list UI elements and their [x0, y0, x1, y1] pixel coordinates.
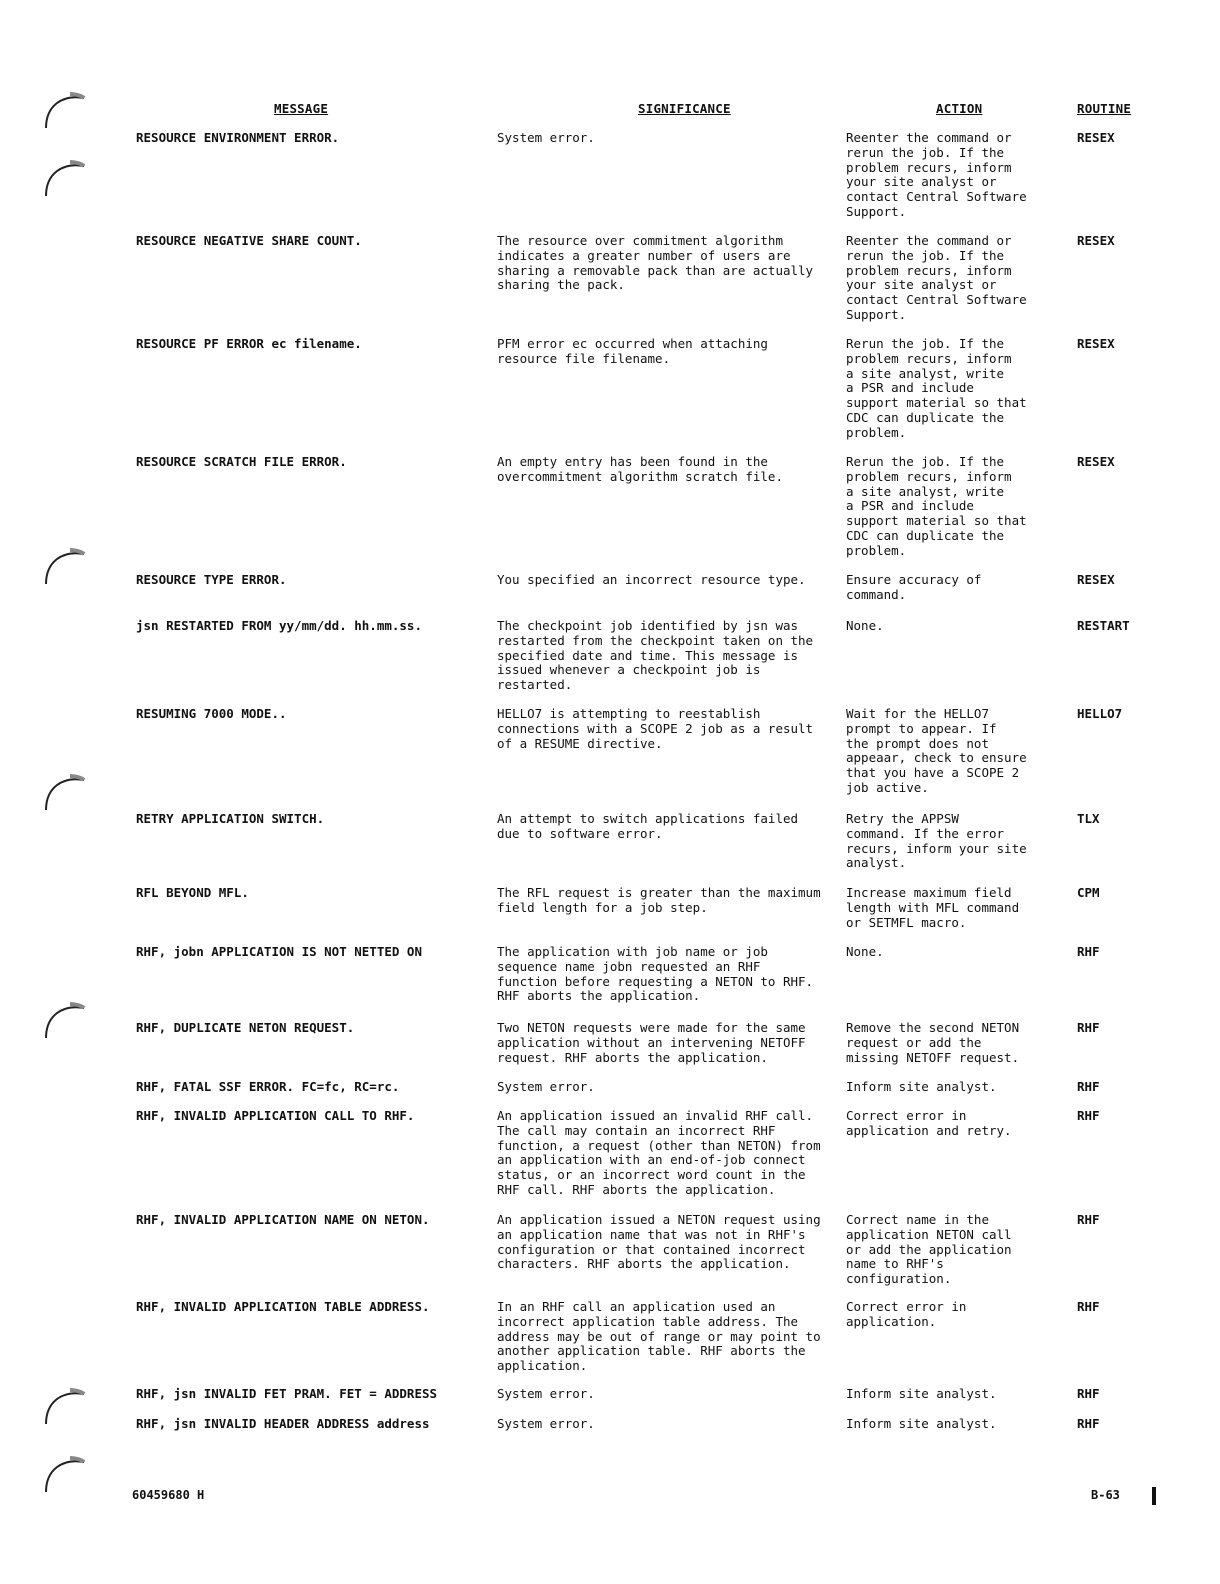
- column-header-message: MESSAGE: [274, 101, 329, 116]
- significance-cell: System error.: [497, 1079, 595, 1094]
- action-cell: None.: [846, 944, 884, 959]
- message-cell: RHF, INVALID APPLICATION CALL TO RHF.: [136, 1108, 415, 1123]
- routine-cell: RHF: [1077, 1108, 1100, 1123]
- routine-cell: RHF: [1077, 1020, 1100, 1035]
- significance-cell: An application issued an invalid RHF call. The call may contain an incorrect RHF function, a request (other than NETON) from an application with an end-of-job connect status, or an incorrect word count in the RHF call. RHF aborts the application.: [497, 1108, 821, 1197]
- significance-cell: Two NETON requests were made for the same application without an intervening NETOFF request. RHF aborts the application.: [497, 1020, 806, 1065]
- routine-cell: RHF: [1077, 944, 1100, 959]
- message-cell: RHF, INVALID APPLICATION NAME ON NETON.: [136, 1212, 430, 1227]
- document-number: 60459680 H: [132, 1488, 205, 1502]
- punch-hole-icon: [40, 770, 88, 818]
- routine-cell: CPM: [1077, 885, 1100, 900]
- action-cell: Correct error in application.: [846, 1299, 967, 1329]
- routine-cell: RESEX: [1077, 572, 1115, 587]
- action-cell: Reenter the command or rerun the job. If the problem recurs, inform your site analyst or contact Central Software Support.: [846, 233, 1027, 322]
- action-cell: Rerun the job. If the problem recurs, inform a site analyst, write a PSR and include support material so that CDC can duplicate the problem.: [846, 454, 1027, 558]
- punch-hole-icon: [40, 156, 88, 204]
- action-cell: Increase maximum field length with MFL command or SETMFL macro.: [846, 885, 1020, 930]
- punch-hole-icon: [40, 544, 88, 592]
- routine-cell: TLX: [1077, 811, 1100, 826]
- action-cell: Inform site analyst.: [846, 1386, 997, 1401]
- action-cell: Inform site analyst.: [846, 1416, 997, 1431]
- significance-cell: The RFL request is greater than the maximum field length for a job step.: [497, 885, 821, 915]
- routine-cell: RESEX: [1077, 454, 1115, 469]
- significance-cell: An attempt to switch applications failed due to software error.: [497, 811, 799, 841]
- action-cell: Inform site analyst.: [846, 1079, 997, 1094]
- action-cell: Ensure accuracy of command.: [846, 572, 982, 602]
- message-cell: RESOURCE TYPE ERROR.: [136, 572, 287, 587]
- message-cell: RESOURCE PF ERROR ec filename.: [136, 336, 362, 351]
- message-cell: RHF, jsn INVALID HEADER ADDRESS address: [136, 1416, 430, 1431]
- routine-cell: RESEX: [1077, 233, 1115, 248]
- message-cell: RHF, INVALID APPLICATION TABLE ADDRESS.: [136, 1299, 430, 1314]
- message-cell: RHF, FATAL SSF ERROR. FC=fc, RC=rc.: [136, 1079, 400, 1094]
- routine-cell: RHF: [1077, 1079, 1100, 1094]
- punch-hole-icon: [40, 88, 88, 136]
- significance-cell: An empty entry has been found in the overcommitment algorithm scratch file.: [497, 454, 783, 484]
- message-cell: RHF, jsn INVALID FET PRAM. FET = ADDRESS: [136, 1386, 438, 1401]
- page-number: B-63: [1091, 1488, 1120, 1502]
- action-cell: None.: [846, 618, 884, 633]
- column-header-action: ACTION: [936, 101, 983, 116]
- significance-cell: HELLO7 is attempting to reestablish connections with a SCOPE 2 job as a result of a RESUME directive.: [497, 706, 814, 751]
- message-cell: RETRY APPLICATION SWITCH.: [136, 811, 325, 826]
- message-cell: RESOURCE ENVIRONMENT ERROR.: [136, 130, 340, 145]
- action-cell: Rerun the job. If the problem recurs, inform a site analyst, write a PSR and include support material so that CDC can duplicate the problem.: [846, 336, 1027, 440]
- significance-cell: In an RHF call an application used an incorrect application table address. The address may be out of range or may point to another application table. RHF aborts the application.: [497, 1299, 821, 1374]
- punch-hole-icon: [40, 1384, 88, 1432]
- message-cell: RHF, DUPLICATE NETON REQUEST.: [136, 1020, 355, 1035]
- routine-cell: RHF: [1077, 1416, 1100, 1431]
- significance-cell: You specified an incorrect resource type.: [497, 572, 806, 587]
- column-header-routine: ROUTINE: [1077, 101, 1132, 116]
- action-cell: Correct name in the application NETON call or add the application name to RHF's configuration.: [846, 1212, 1012, 1287]
- routine-cell: HELLO7: [1077, 706, 1123, 721]
- routine-cell: RESEX: [1077, 130, 1115, 145]
- significance-cell: The checkpoint job identified by jsn was restarted from the checkpoint taken on the specified date and time. This message is issued whenever a checkpoint job is restarted.: [497, 618, 814, 693]
- message-cell: RHF, jobn APPLICATION IS NOT NETTED ON: [136, 944, 422, 959]
- punch-hole-icon: [40, 1452, 88, 1500]
- significance-cell: An application issued a NETON request using an application name that was not in RHF's configuration or that contained incorrect characters. RHF aborts the application.: [497, 1212, 821, 1272]
- action-cell: Reenter the command or rerun the job. If the problem recurs, inform your site analyst or contact Central Software Support.: [846, 130, 1027, 219]
- message-cell: RESUMING 7000 MODE..: [136, 706, 287, 721]
- action-cell: Retry the APPSW command. If the error recurs, inform your site analyst.: [846, 811, 1027, 871]
- message-cell: RESOURCE NEGATIVE SHARE COUNT.: [136, 233, 362, 248]
- routine-cell: RESEX: [1077, 336, 1115, 351]
- significance-cell: System error.: [497, 1386, 595, 1401]
- significance-cell: The application with job name or job sequence name jobn requested an RHF function before requesting a NETON to RHF. RHF aborts the application.: [497, 944, 814, 1004]
- column-header-significance: SIGNIFICANCE: [638, 101, 731, 116]
- significance-cell: The resource over commitment algorithm indicates a greater number of users are sharing a removable pack than are actually sharing the pack.: [497, 233, 814, 293]
- routine-cell: RHF: [1077, 1212, 1100, 1227]
- routine-cell: RHF: [1077, 1386, 1100, 1401]
- message-cell: jsn RESTARTED FROM yy/mm/dd. hh.mm.ss.: [136, 618, 422, 633]
- action-cell: Correct error in application and retry.: [846, 1108, 1012, 1138]
- change-bar: [1152, 1487, 1156, 1505]
- routine-cell: RESTART: [1077, 618, 1130, 633]
- action-cell: Wait for the HELLO7 prompt to appear. If the prompt does not appeaar, check to ensure that you have a SCOPE 2 job active.: [846, 706, 1027, 795]
- message-cell: RFL BEYOND MFL.: [136, 885, 249, 900]
- significance-cell: System error.: [497, 1416, 595, 1431]
- punch-hole-icon: [40, 998, 88, 1046]
- action-cell: Remove the second NETON request or add the missing NETOFF request.: [846, 1020, 1020, 1065]
- routine-cell: RHF: [1077, 1299, 1100, 1314]
- message-cell: RESOURCE SCRATCH FILE ERROR.: [136, 454, 347, 469]
- significance-cell: System error.: [497, 130, 595, 145]
- significance-cell: PFM error ec occurred when attaching resource file filename.: [497, 336, 768, 366]
